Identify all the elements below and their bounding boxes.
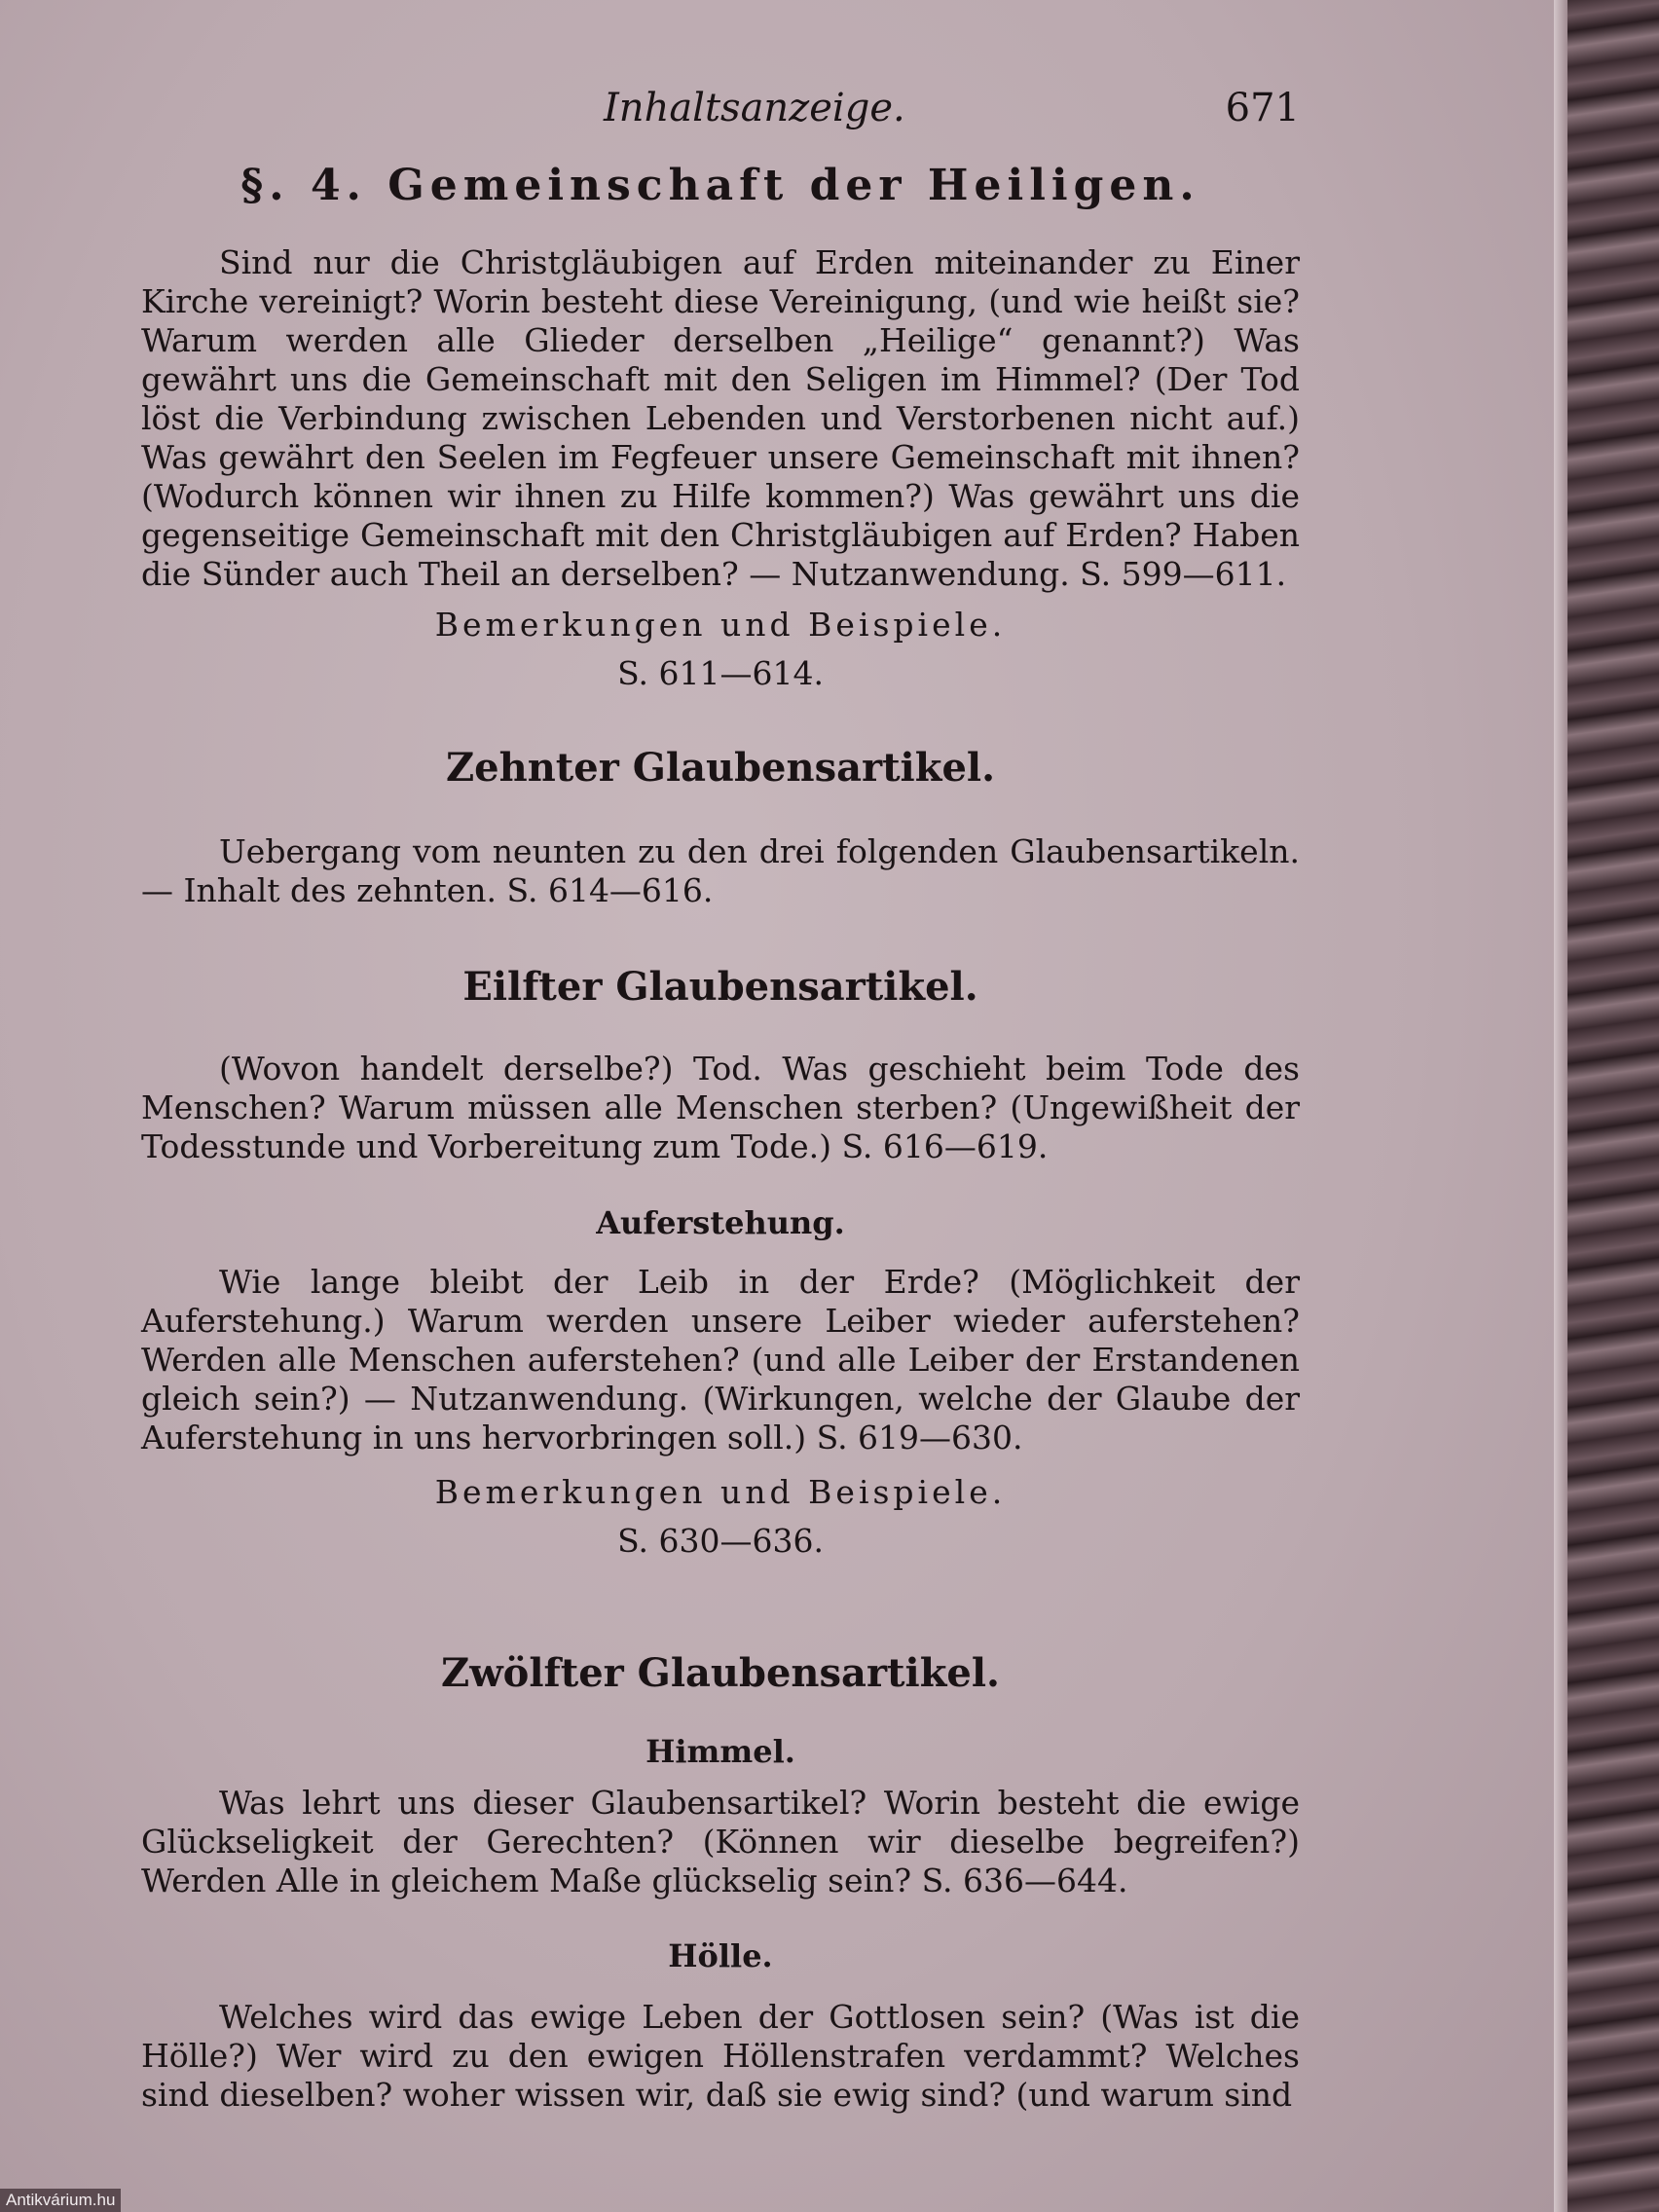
article-title: Zwölfter Glaubensartikel.: [441, 1650, 1000, 1696]
article-heading-11: [141, 964, 1300, 1010]
body-auferstehung: [141, 1263, 1300, 1457]
paragraph: Was lehrt uns dieser Glaubensartikel? Worin besteht die ewige Glückseligkeit der Gerechten? (Können wir dieselbe begreifen?) Werden Alle in gleichem Maße glückselig sein? S. 636—644.: [141, 1784, 1300, 1899]
remarks-title: Bemerkungen und Beispiele.: [434, 606, 1007, 644]
article-title: Zehnter Glaubensartikel.: [445, 745, 996, 791]
paragraph: (Wovon handelt derselbe?) Tod. Was geschieht beim Tode des Menschen? Warum müssen alle Menschen sterben? (Ungewißheit der Todesstunde und Vorbereitung zum Tode.) S. 616—619.: [141, 1050, 1300, 1165]
book-binding-edge: [1554, 0, 1659, 2212]
running-head: [136, 86, 1300, 144]
paragraph: Uebergang vom neunten zu den drei folgenden Glaubensartikeln. — Inhalt des zehnten. S. 614—616.: [141, 832, 1300, 909]
subsection-title: Himmel.: [645, 1733, 795, 1770]
section-title: §. 4. Gemeinschaft der Heiligen.: [240, 161, 1200, 210]
remarks-pages: S. 630—636.: [617, 1522, 824, 1560]
body-hoelle: [141, 1998, 1300, 2115]
section-body-gemeinschaft: [141, 243, 1300, 594]
body-himmel: [141, 1784, 1300, 1900]
watermark: Antikvárium.hu: [0, 2189, 121, 2212]
subheading-hoelle: [141, 1937, 1300, 1974]
section-heading-gemeinschaft: [141, 161, 1300, 210]
paragraph: Welches wird das ewige Leben der Gottlosen sein? (Was ist die Hölle?) Wer wird zu den ewigen Höllenstrafen verdammt? Welches sind dieselben? woher wissen wir, daß sie ewig sind? (und warum sind: [141, 1998, 1300, 2114]
article-body-10: [141, 832, 1300, 910]
paragraph: Sind nur die Christgläubigen auf Erden miteinander zu Einer Kirche vereinigt? Worin besteht diese Vereinigung, (und wie heißt sie? Warum werden alle Glieder derselben „Heilige“ genannt?) Was gewährt uns die Gemeinschaft mit den Seligen im Himmel? (Der Tod löst die Verbindung zwischen Lebenden und Verstorbenen nicht auf.) Was gewährt den Seelen im Fegfeuer unsere Gemeinschaft mit ihnen? (Wodurch können wir ihnen zu Hilfe kommen?) Was gewährt uns die gegenseitige Gemeinschaft mit den Christgläubigen auf Erden? Haben die Sünder auch Theil an derselben? — Nutzanwendung. S. 599—611.: [141, 243, 1300, 593]
subsection-title: Auferstehung.: [596, 1204, 845, 1241]
remarks-pages: S. 611—614.: [617, 654, 824, 692]
article-heading-10: [141, 745, 1300, 791]
running-head-title: Inhaltsanzeige.: [604, 86, 905, 130]
subsection-title: Hölle.: [668, 1937, 773, 1974]
page-number: 671: [1225, 86, 1300, 130]
subheading-auferstehung: [141, 1204, 1300, 1241]
remarks-title: Bemerkungen und Beispiele.: [434, 1473, 1007, 1511]
subheading-himmel: [141, 1733, 1300, 1770]
article-title: Eilfter Glaubensartikel.: [462, 964, 978, 1010]
article-heading-12: [141, 1650, 1300, 1696]
paragraph: Wie lange bleibt der Leib in der Erde? (Möglichkeit der Auferstehung.) Warum werden unsere Leiber wieder auferstehen? Werden alle Menschen auferstehen? (und alle Leiber der Erstandenen gleich sein?) — Nutzanwendung. (Wirkungen, welche der Glaube der Auferstehung in uns hervorbringen soll.) S. 619—630.: [141, 1263, 1300, 1456]
article-body-11: [141, 1050, 1300, 1166]
remarks-auferstehung: [141, 1468, 1300, 1566]
remarks-gemeinschaft: [141, 601, 1300, 698]
